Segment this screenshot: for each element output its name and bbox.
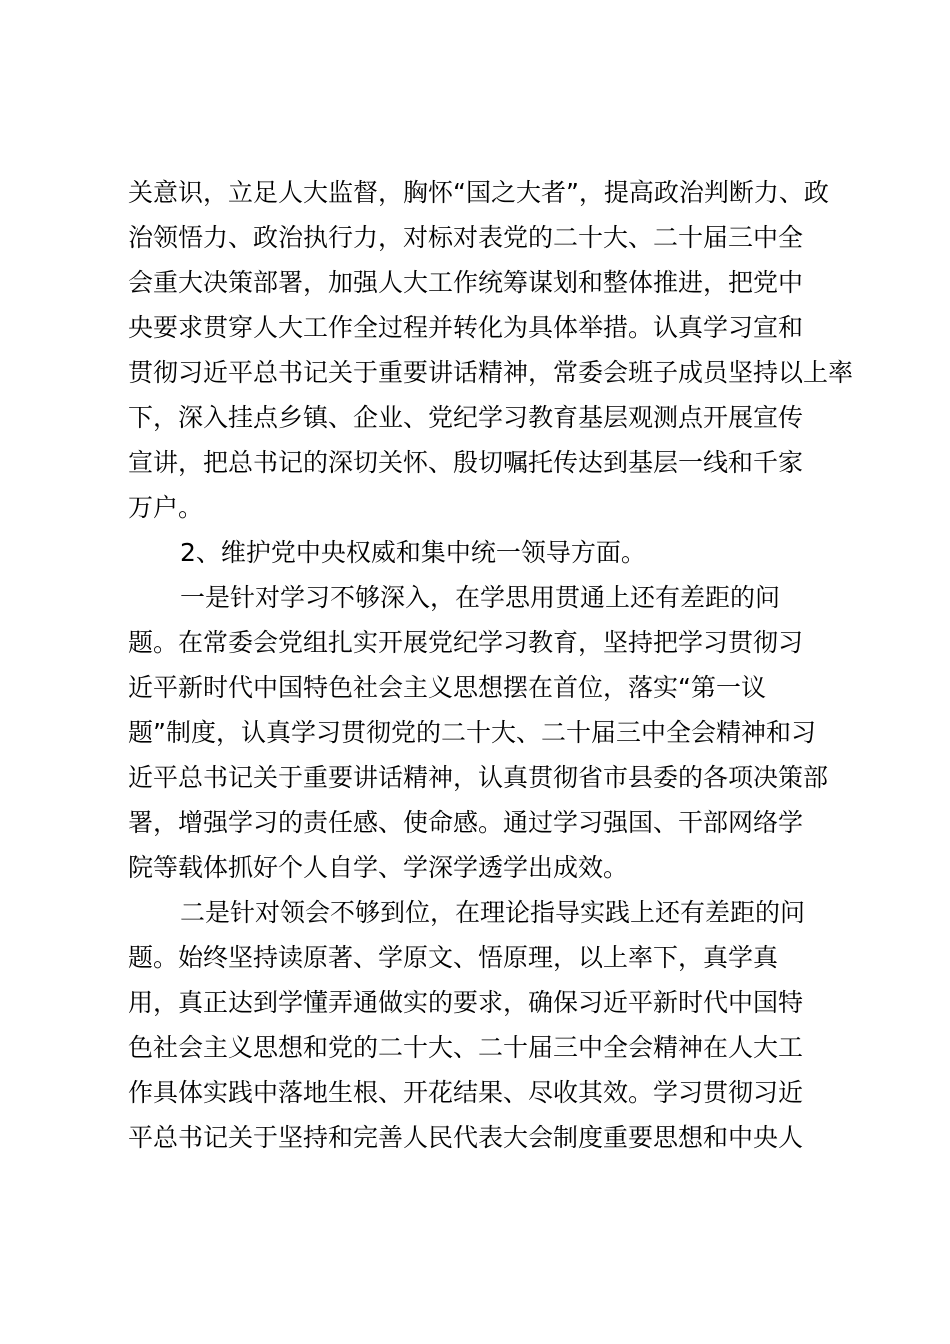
text-line: 近平新时代中国特色社会主义思想摆在首位，落实“第一议: [128, 673, 766, 702]
text-line: 题”制度，认真学习贯彻党的二十大、二十届三中全会精神和习: [128, 718, 816, 747]
text-line: 题。在常委会党组扎实开展党纪学习教育，坚持把学习贯彻习: [128, 628, 804, 657]
text-line: 万户。: [128, 493, 204, 522]
text-line: 用，真正达到学懂弄通做实的要求，确保习近平新时代中国特: [128, 988, 804, 1017]
paragraph-start: 二是针对领会不够到位，在理论指导实践上还有差距的问: [180, 898, 806, 927]
section-heading: 2、维护党中央权威和集中统一领导方面。: [180, 538, 646, 567]
text-line: 作具体实践中落地生根、开花结果、尽收其效。学习贯彻习近: [128, 1078, 804, 1107]
text-line: 色社会主义思想和党的二十大、二十届三中全会精神在人大工: [128, 1033, 804, 1062]
text-line: 会重大决策部署，加强人大工作统筹谋划和整体推进，把党中: [128, 268, 804, 297]
text-line: 院等载体抓好个人自学、学深学透学出成效。: [128, 853, 629, 882]
document-body: [128, 170, 854, 1160]
text-line: 央要求贯穿人大工作全过程并转化为具体举措。认真学习宣和: [128, 313, 804, 342]
text-line: 治领悟力、政治执行力，对标对表党的二十大、二十届三中全: [128, 223, 804, 252]
text-line: 贯彻习近平总书记关于重要讲话精神，常委会班子成员坚持以上率: [128, 358, 854, 387]
text-line: 近平总书记关于重要讲话精神，认真贯彻省市县委的各项决策部: [128, 763, 829, 792]
paragraph-start: 一是针对学习不够深入，在学思用贯通上还有差距的问: [180, 583, 781, 612]
text-line: 题。始终坚持读原著、学原文、悟原理，以上率下，真学真: [128, 943, 779, 972]
text-line: 平总书记关于坚持和完善人民代表大会制度重要思想和中央人: [128, 1123, 804, 1152]
text-line: 下，深入挂点乡镇、企业、党纪学习教育基层观测点开展宣传: [128, 403, 804, 432]
text-line: 署，增强学习的责任感、使命感。通过学习强国、干部网络学: [128, 808, 804, 837]
text-line: 关意识，立足人大监督，胸怀“国之大者”，提高政治判断力、政: [128, 178, 829, 207]
text-line: 宣讲，把总书记的深切关怀、殷切嘱托传达到基层一线和千家: [128, 448, 804, 477]
